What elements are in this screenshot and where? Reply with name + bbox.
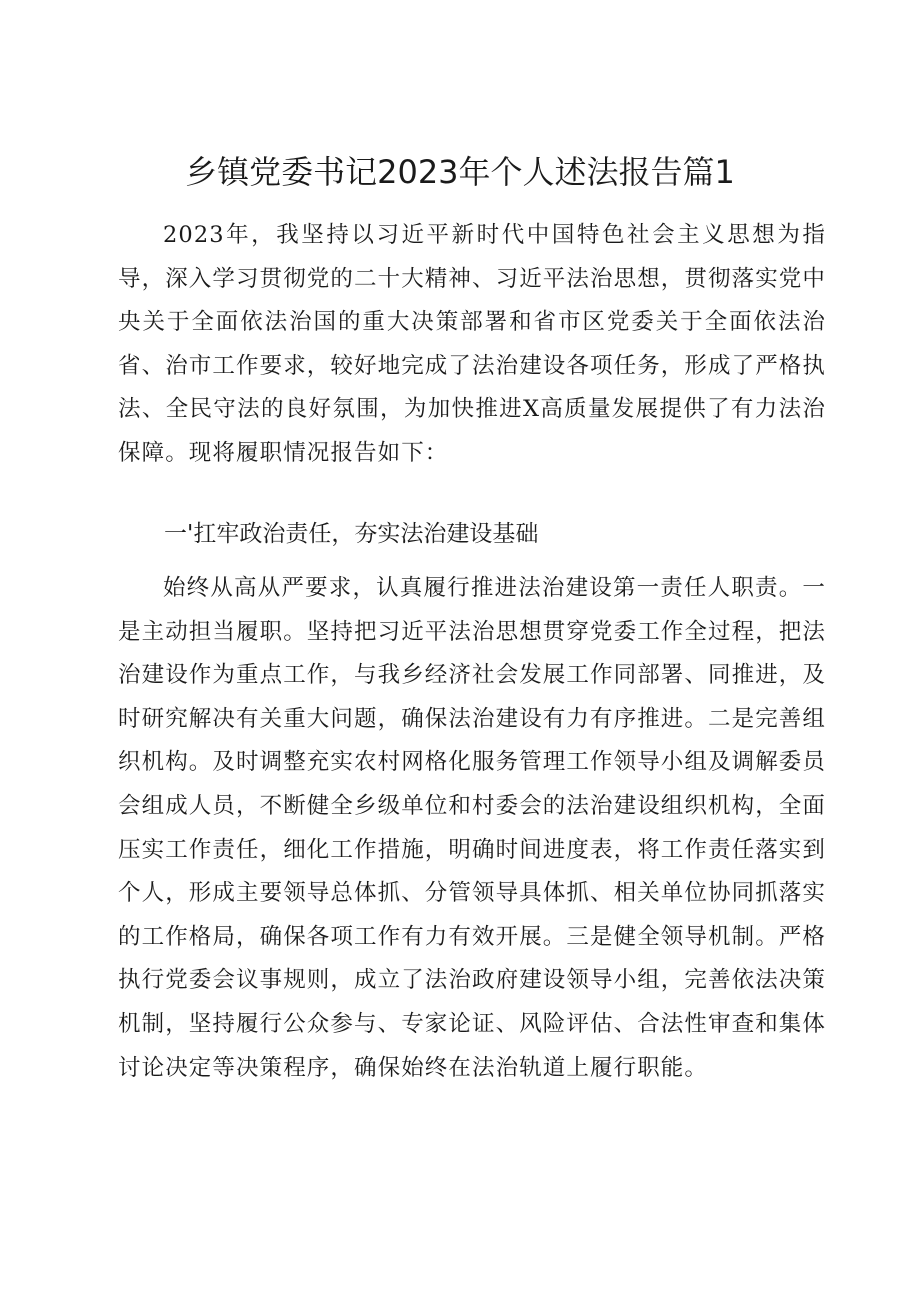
intro-paragraph: 2023年，我坚持以习近平新时代中国特色社会主义思想为指导，深入学习贯彻党的二十大精神、习近平法治思想，贯彻落实党中央关于全面依法治国的重大决策部署和省市区党委关于全面依法治省、治市工作要求，较好地完成了法治建设各项任务，形成了严格执法、全民守法的良好氛围，为加快推进X高质量发展提供了有力法治保障。现将履职情况报告如下：: [118, 222, 827, 466]
section-heading: 一'扛牢政治责任，夯实法治建设基础: [164, 521, 539, 547]
document-title: 乡镇党委书记2023年个人述法报告篇1: [185, 153, 735, 191]
section-body-paragraph: 始终从高从严要求，认真履行推进法治建设第一责任人职责。一是主动担当履职。坚持把习近平法治思想贯穿党委工作全过程，把法治建设作为重点工作，与我乡经济社会发展工作同部署、同推进，及时研究解决有关重大问题，确保法治建设有力有序推进。二是完善组织机构。及时调整充实农村网格化服务管理工作领导小组及调解委员会组成人员，不断健全乡级单位和村委会的法治建设组织机构，全面压实工作责任，细化工作措施，明确时间进度表，将工作责任落实到个人，形成主要领导总体抓、分管领导具体抓、相关单位协同抓落实的工作格局，确保各项工作有力有效开展。三是健全领导机制。严格执行党委会议事规则，成立了法治政府建设领导小组，完善依法决策机制，坚持履行公众参与、专家论证、风险评估、合法性审查和集体讨论决定等决策程序，确保始终在法治轨道上履行职能。: [118, 575, 827, 1081]
